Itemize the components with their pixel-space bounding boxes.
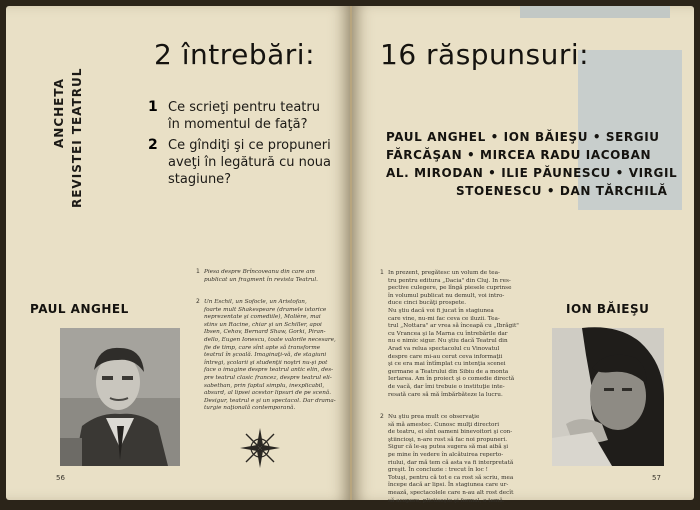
- text-line: Un Eschil, un Sofocle, un Aristofan,: [204, 299, 307, 305]
- answer-number-1: 1: [196, 268, 200, 275]
- text-line: Sigur că le-aş putea sugera să mai aibă şi: [388, 444, 509, 451]
- question-number-1: 1: [148, 99, 158, 115]
- text-line: riului, dar mă tem că asta va fi interpretată: [388, 459, 514, 466]
- text-line: absurd, al lipsei acestor lipsuri de pe scenă.: [204, 390, 332, 397]
- text-line: tru pentru editura „Dacia" din Cluj. In res-: [388, 277, 511, 284]
- text-line: mează, spectacolele care n-au alt rost decît: [388, 489, 514, 496]
- text-line: dello, Eugen Ionescu, toate valorile necesare,: [204, 336, 336, 343]
- text-line: face o imagine despre teatrul antic elin, des-: [204, 367, 334, 374]
- question-1-line: Ce scrieţi pentru teatru: [168, 100, 320, 115]
- answer-2-text: [388, 414, 538, 505]
- page-number: 56: [56, 474, 65, 482]
- author-name-ion-baiesu: ION BĂIEŞU: [566, 302, 650, 316]
- text-line: stins un Racine, chiar şi un Schiller, apoi: [204, 321, 322, 328]
- author-photo-paul-anghel: [60, 328, 180, 466]
- survey-vertical-label: [44, 36, 108, 212]
- text-line: foarte mult Shakespeare (dramele istorice: [204, 306, 327, 313]
- text-line: şi ce era mai întîmplat cu intenţia scenei: [388, 361, 506, 368]
- authors-line: PAUL ANGHEL • ION BĂIEŞU • SERGIU: [386, 130, 660, 144]
- text-line: trul „Nottara" ar vrea să înceapă cu „Ibrăgit": [388, 323, 519, 330]
- author-name-paul-anghel: PAUL ANGHEL: [30, 302, 129, 316]
- authors-line: FĂRCĂŞAN • MIRCEA RADU IACOBAN: [386, 148, 652, 162]
- text-line: să mă amestec. Cunosc mulţi directori: [388, 421, 500, 428]
- text-line: resată care să mă îmbărbăteze la lucru.: [388, 391, 503, 398]
- answer-1-text: [388, 270, 538, 399]
- text-line: Desigur, teatrul e şi un spectacol. Dar drama-: [204, 397, 336, 404]
- text-line: neprezentate şi comediile), Molière, mai: [204, 314, 321, 321]
- text-line: Ibsen, Cehov, Bernard Shaw, Gorki, Piran-: [204, 329, 326, 336]
- text-line: Totuşi, pentru că tot e ca rost să scriu, mea: [388, 474, 514, 481]
- text-line: Arad va relua spectacolul cu Vinovatul: [388, 345, 500, 352]
- authors-line: STOENESCU • DAN TĂRCHILĂ: [456, 184, 668, 198]
- left-page: [6, 6, 350, 500]
- right-page: [352, 6, 694, 504]
- text-line: publicat un fragment în revista Teatrul.: [204, 276, 318, 283]
- text-line: de teatru, ei sînt oameni binevoitori şi con-: [388, 429, 513, 436]
- text-line: în volumul publicat nu demult, voi intro-: [388, 292, 505, 299]
- answers-title: 16 răspunsuri:: [380, 38, 590, 71]
- answer-1-text: [204, 269, 344, 284]
- text-line: să acopere, plictiseşte şi formal, o temă.: [388, 497, 505, 504]
- compass-ornament-icon: [238, 426, 282, 470]
- authors-line: AL. MIRODAN • ILIE PĂUNESCU • VIRGIL: [386, 166, 678, 180]
- text-line: începe dacă ar lipsi. În stagiunea care ur-: [388, 482, 509, 489]
- text-line: greşit. În concluzie : trecut în loc !: [388, 467, 488, 474]
- answer-number-2: 2: [196, 298, 200, 305]
- text-line: turgie naţională contemporană.: [204, 405, 296, 412]
- question-1-line: în momentul de faţă?: [168, 117, 308, 132]
- text-line: de vacă, dar îmi trebuie o instituţie inte-: [388, 383, 505, 390]
- text-line: sabethan, prin faptul simplu, inexplicabil,: [204, 382, 325, 389]
- text-line: despre care mi-au cerut ceva informaţii: [388, 353, 503, 360]
- text-line: germane a Teatrului din Sibiu de a monta: [388, 368, 509, 375]
- answer-2-text: [204, 299, 346, 413]
- question-2: [168, 137, 331, 188]
- authors-list: [386, 128, 677, 200]
- text-line: duce cinci bucăţi prospete.: [388, 300, 467, 307]
- text-line: Iertarea. Am în proiect şi o comedie directă: [388, 376, 515, 383]
- text-line: nu e nimic sigur. Nu ştiu dacă Teatrul din: [388, 338, 508, 345]
- text-line: Piesa despre Brîncoveanu din care am: [204, 269, 315, 275]
- text-line: In prezent, pregătesc un volum de tea-: [388, 270, 500, 276]
- text-line: Nu ştiu prea mult ce observaţie: [388, 414, 480, 420]
- text-line: pre teatrul clasic francez, despre teatrul eli-: [204, 374, 332, 381]
- text-line: întregi, şcolarii şi studenţii noştri nu-şi pot: [204, 359, 328, 366]
- text-line: care vine, nu-mi fac ceva ce iluzii. Tea-: [388, 315, 500, 322]
- page-number: 57: [652, 474, 661, 482]
- questions-title: 2 întrebări:: [154, 38, 315, 71]
- question-2-line: aveţi în legătură cu noua: [168, 155, 332, 170]
- text-line: pe mine în vedere în alcătuirea reperto-: [388, 451, 504, 458]
- question-2-line: stagiune?: [168, 172, 232, 187]
- text-line: teatrul în şcoală. Imaginaţi-vă, de stagiuni: [204, 352, 327, 359]
- question-number-2: 2: [148, 137, 158, 153]
- question-2-line: Ce gîndiţi şi ce propuneri: [168, 138, 331, 153]
- text-line: pective culegere, pe lîngă piesele cuprinse: [388, 285, 512, 292]
- text-line: fie de timp, care sînt apte să transforme: [204, 344, 321, 351]
- text-line: ştiincioşi, n-are rost să fac noi propuneri.: [388, 436, 508, 443]
- question-1: [168, 99, 320, 133]
- author-photo-ion-baiesu: [552, 328, 664, 466]
- vertical-label-line-2: REVISTEI TEATRUL: [70, 67, 84, 208]
- text-line: Nu ştiu dacă voi fi jucat în stagiunea: [388, 307, 494, 314]
- header-tab-decoration: [520, 6, 670, 18]
- text-line: cu Vrancea şi la Marna cu întrebările dar: [388, 330, 508, 337]
- answer-number-1: 1: [380, 269, 384, 276]
- answer-number-2: 2: [380, 413, 384, 420]
- vertical-label-line-1: ANCHETA: [52, 78, 66, 148]
